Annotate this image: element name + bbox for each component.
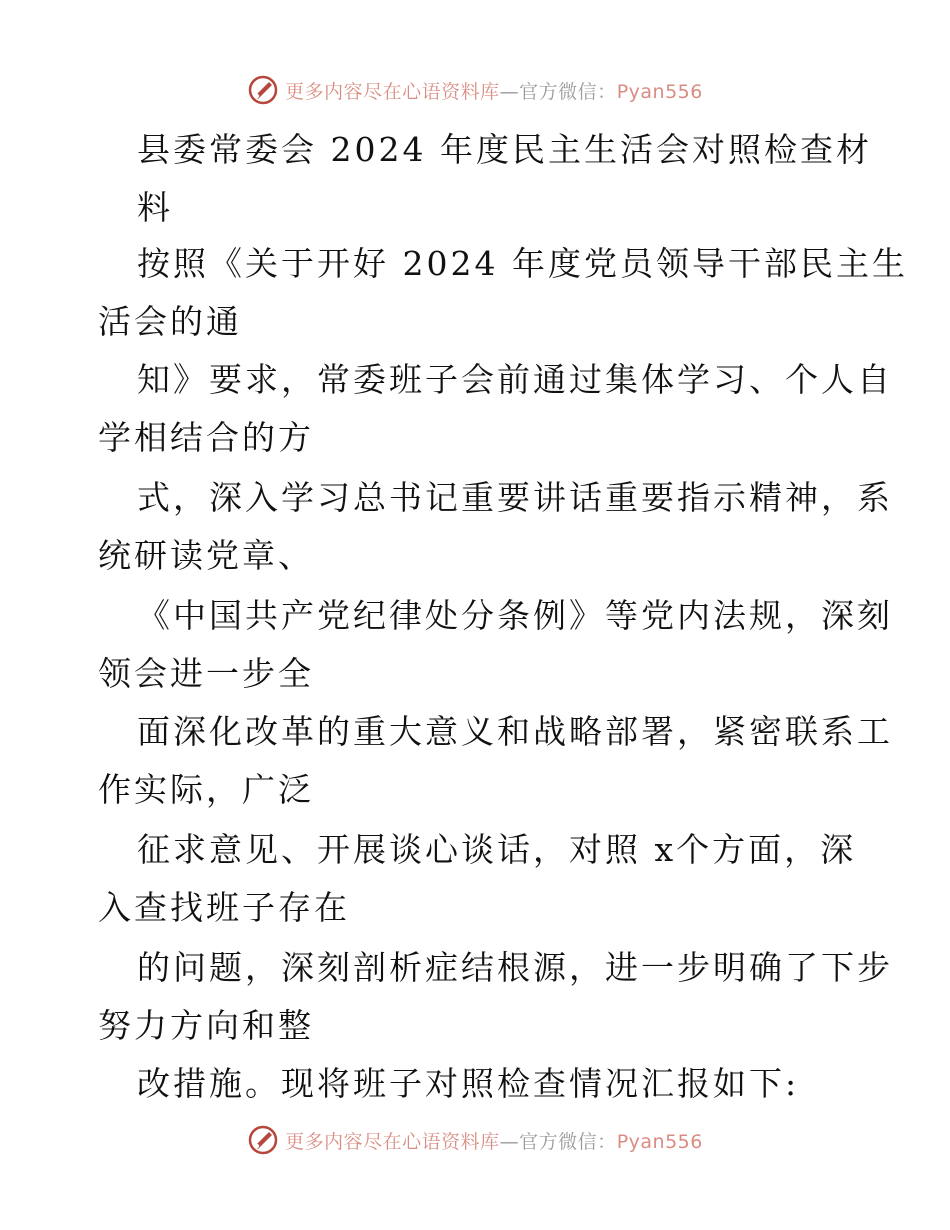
body-line: 学相结合的方 bbox=[98, 418, 314, 457]
footer-watermark bbox=[0, 1122, 950, 1158]
body-line: 的问题，深刻剖析症结根源，进一步明确了下步 bbox=[137, 948, 893, 987]
body-line: 式，深入学习总书记重要讲话重要指示精神，系 bbox=[137, 478, 893, 517]
watermark-official: 官方微信： bbox=[519, 1130, 617, 1153]
document-title-line-2: 料 bbox=[137, 188, 173, 227]
document-title-line-1: 县委常委会 2024 年度民主生活会对照检查材 bbox=[137, 130, 872, 169]
body-line: 征求意见、开展谈心谈话，对照 x个方面，深 bbox=[137, 830, 857, 869]
body-line: 统研读党章、 bbox=[98, 536, 314, 575]
body-line: 领会进一步全 bbox=[98, 654, 314, 693]
body-line: 活会的通 bbox=[98, 302, 242, 341]
body-line: 面深化改革的重大意义和战略部署，紧密联系工 bbox=[137, 712, 893, 751]
watermark-dash: — bbox=[499, 1130, 520, 1153]
pen-logo-icon bbox=[247, 74, 279, 106]
watermark-brand: 更多内容尽在心语资料库 bbox=[285, 1130, 500, 1153]
header-watermark bbox=[0, 72, 950, 108]
body-line: 改措施。现将班子对照检查情况汇报如下: bbox=[137, 1064, 800, 1103]
body-line: 《中国共产党纪律处分条例》等党内法规，深刻 bbox=[137, 596, 893, 635]
body-line: 按照《关于开好 2024 年度党员领导干部民主生 bbox=[137, 244, 908, 283]
body-line: 入查找班子存在 bbox=[98, 888, 350, 927]
pen-logo-icon bbox=[247, 1124, 279, 1156]
body-line: 知》要求，常委班子会前通过集体学习、个人自 bbox=[137, 360, 893, 399]
body-line: 努力方向和整 bbox=[98, 1006, 314, 1045]
watermark-official: 官方微信： bbox=[519, 80, 617, 103]
body-line: 作实际，广泛 bbox=[98, 770, 314, 809]
watermark-account: Pyan556 bbox=[616, 1130, 703, 1153]
watermark-dash: — bbox=[499, 80, 520, 103]
watermark-brand: 更多内容尽在心语资料库 bbox=[285, 80, 500, 103]
watermark-account: Pyan556 bbox=[616, 80, 703, 103]
